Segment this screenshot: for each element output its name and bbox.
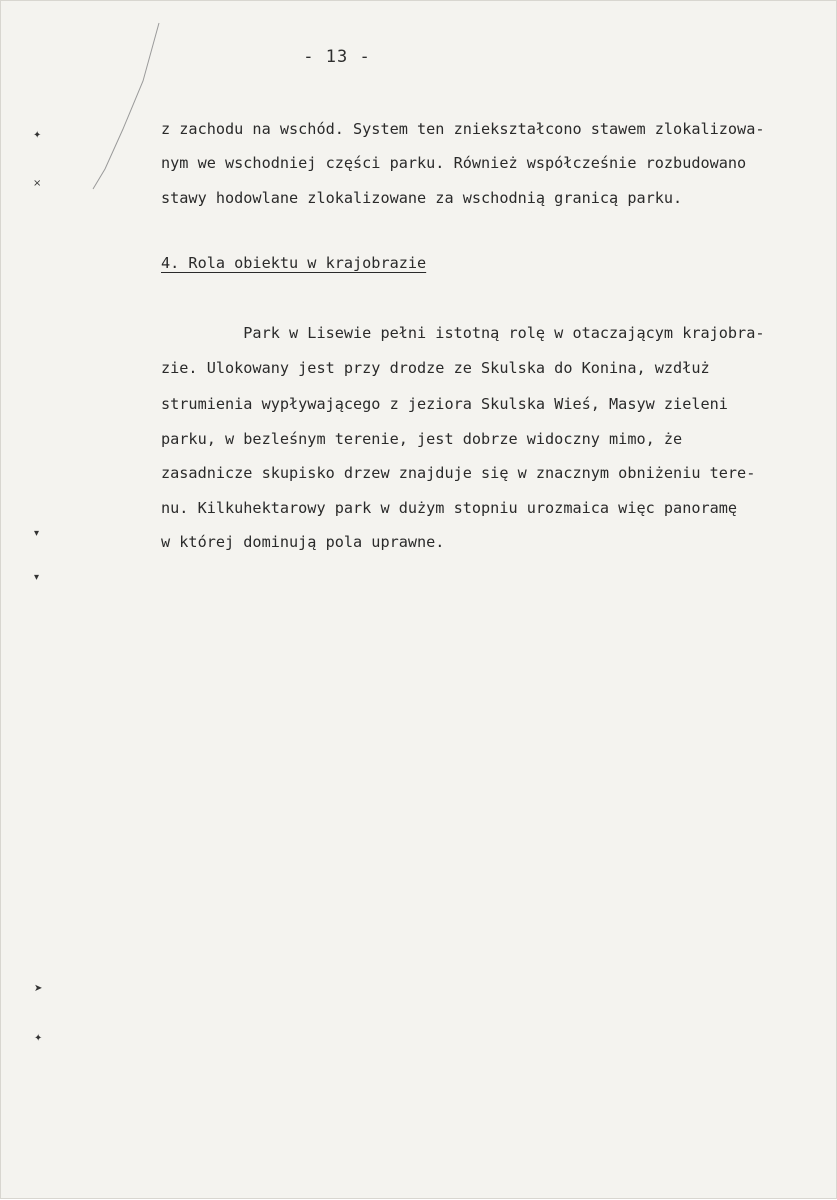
margin-mark: × xyxy=(33,178,42,189)
margin-mark: ✦ xyxy=(33,130,42,141)
page-number: - 13 - xyxy=(303,47,371,67)
text-line: z zachodu na wschód. System ten zniekształcono stawem zlokalizowa- xyxy=(161,120,765,138)
pencil-stroke xyxy=(1,1,837,1200)
text-line: zie. Ulokowany jest przy drodze ze Skulska do Konina, wzdłuż xyxy=(161,359,710,377)
text-line: w której dominują pola uprawne. xyxy=(161,533,445,551)
margin-mark: ✦ xyxy=(34,1033,43,1044)
margin-mark: ▾ xyxy=(34,572,40,583)
text-line: zasadnicze skupisko drzew znajduje się w znacznym obniżeniu tere- xyxy=(161,464,756,482)
text-line: nu. Kilkuhektarowy park w dużym stopniu urozmaica więc panoramę xyxy=(161,499,738,517)
margin-mark: ➤ xyxy=(34,983,43,994)
text-line: nym we wschodniej części parku. Również współcześnie rozbudowano xyxy=(161,154,747,172)
text-line: Park w Lisewie pełni istotną rolę w otaczającym krajobra- xyxy=(161,324,765,342)
text-line: parku, w bezleśnym terenie, jest dobrze widoczny mimo, że xyxy=(161,430,683,448)
margin-mark: ▾ xyxy=(34,528,40,539)
section-heading: 4. Rola obiektu w krajobrazie xyxy=(161,254,427,272)
text-line: stawy hodowlane zlokalizowane za wschodnią granicą parku. xyxy=(161,189,683,207)
text-line: strumienia wypływającego z jeziora Skulska Wieś, Masyw zieleni xyxy=(161,395,728,413)
